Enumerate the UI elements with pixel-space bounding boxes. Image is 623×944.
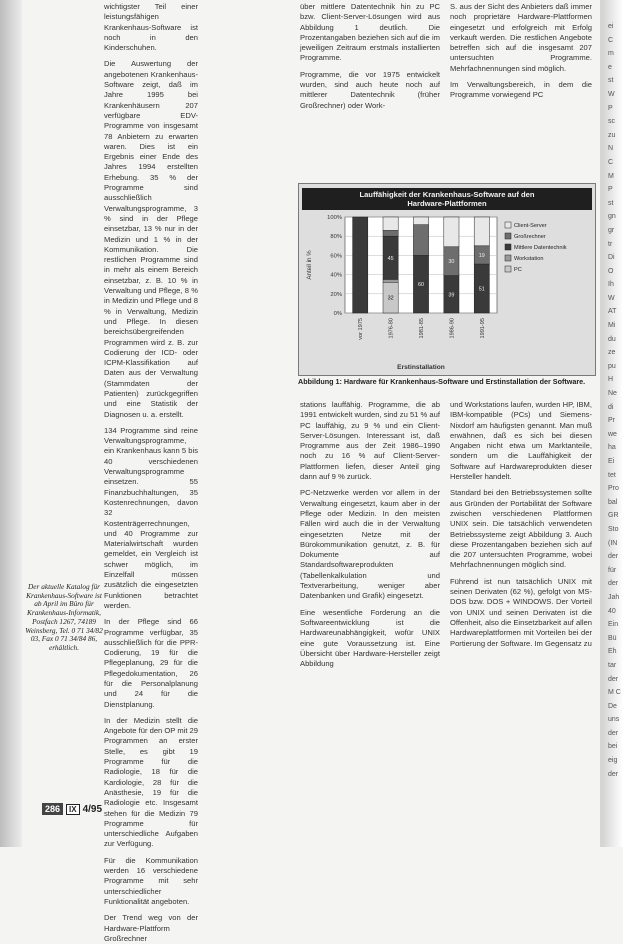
paragraph: Für die Kommunikation werden 16 verschiedene Programme mit sehr unterschiedlicher Funktionalität angeboten. bbox=[104, 855, 198, 906]
bar-segment bbox=[353, 217, 368, 313]
edge-fragment: GR bbox=[608, 512, 619, 520]
edge-fragment: 40 bbox=[608, 607, 616, 615]
paragraph: Im Verwaltungsbereich, in dem die Programme vorwiegend PC bbox=[450, 80, 592, 100]
edge-fragment: W bbox=[608, 90, 615, 98]
edge-fragment: tr bbox=[608, 240, 613, 248]
legend-entry: PC bbox=[514, 267, 522, 273]
legend-swatch bbox=[505, 244, 511, 250]
edge-fragment: Pro bbox=[608, 485, 619, 493]
edge-fragment: P bbox=[608, 104, 613, 112]
text-column-2-bottom bbox=[300, 400, 440, 800]
edge-fragment: pu bbox=[608, 362, 616, 370]
x-tick-label: 1981-85 bbox=[419, 318, 425, 339]
edge-fragment: uns bbox=[608, 716, 620, 724]
legend-entry: Mittlere Datentechnik bbox=[514, 245, 567, 251]
edge-fragment: st bbox=[608, 77, 614, 85]
edge-fragment: AT bbox=[608, 308, 617, 316]
edge-fragment: we bbox=[608, 430, 617, 438]
page-number: 286 bbox=[42, 803, 63, 815]
data-label: 32 bbox=[387, 295, 394, 302]
paragraph: Programme, die vor 1975 entwickelt wurden, sind auch heute noch auf mittlerer Datentechnik (früher Großrechner) oder Work- bbox=[300, 69, 440, 110]
edge-fragment: gr bbox=[608, 226, 615, 234]
edge-fragment: C bbox=[608, 158, 614, 166]
edge-fragment: m bbox=[608, 50, 614, 58]
edge-fragment: Jah bbox=[608, 593, 620, 601]
paragraph: Führend ist nun tatsächlich UNIX mit seinen Derivaten (62 %), gefolgt von MS-DOS bzw. DOS + WINDOWS. Der Vorteil von UNIX und seinen Derivaten ist die Offenheit, also die Einsetzbarkeit auf allen Hardwareplattformen mit Vorteilen bei der Portierung der Software. Im Gegensatz zu bbox=[450, 576, 592, 648]
edge-fragment: N bbox=[608, 145, 614, 153]
bar-segment bbox=[383, 230, 398, 236]
bar-segment bbox=[413, 217, 428, 225]
paragraph: S. aus der Sicht des Anbieters daß immer noch proprietäre Hardware-Plattformen eingesetzt und erfolgreich mit Erfolg verkauft werden. Die restlichen Angebote betreffen sich auf die insgesamt 207 untersuchten Programme. Mehrfachnennungen sind möglich. bbox=[450, 2, 592, 73]
page-shadow-left bbox=[0, 0, 22, 847]
edge-fragment: für bbox=[608, 566, 617, 574]
bar-segment bbox=[383, 217, 398, 230]
bar-segment bbox=[383, 279, 398, 282]
edge-fragment: bal bbox=[608, 498, 618, 506]
data-label: 45 bbox=[387, 255, 394, 262]
y-axis-label: Anteil in % bbox=[306, 250, 313, 280]
x-tick-label: 1976-80 bbox=[388, 318, 395, 339]
edge-fragment: (IN bbox=[608, 539, 618, 547]
edge-fragment: tar bbox=[608, 661, 617, 669]
edge-fragment: Eh bbox=[608, 648, 617, 656]
edge-fragment: eig bbox=[608, 757, 618, 765]
y-tick-label: 20% bbox=[330, 291, 342, 298]
edge-fragment: Ein bbox=[608, 621, 619, 629]
edge-fragment: zu bbox=[608, 131, 616, 139]
legend-entry: Workstation bbox=[514, 256, 544, 262]
sidebar-note: Der aktuelle Katalog für Krankenhaus-Software ist ab April im Büro für Krankenhaus-Informatik, Postfach 1267, 74189 Weinsberg, Tel. 0 71 34/82 03, Fax 0 71 34/84 86, erhältlich. bbox=[25, 582, 103, 652]
data-label: 51 bbox=[478, 286, 485, 293]
edge-fragment: st bbox=[608, 199, 614, 207]
figure-caption: Abbildung 1: Hardware für Krankenhaus-Software und Erstinstallation der Software. bbox=[298, 377, 586, 386]
edge-fragment: Di bbox=[608, 254, 615, 262]
edge-fragment: du bbox=[608, 335, 616, 343]
stacked-bar-chart bbox=[298, 183, 596, 376]
y-tick-label: 40% bbox=[330, 272, 342, 279]
paragraph: und Workstations laufen, wurden HP, IBM, IBM-kompatible (PCs) und Siemens-Nixdorf am häufigsten genannt. Man muß erwähnen, daß es sich bei diesen Angaben nicht etwa um Marktanteile, sondern um die Lauffähigkeit der Software auf Hardwareprodukten dieser Hersteller handelt. bbox=[450, 400, 592, 482]
x-tick-label: 1991-95 bbox=[479, 318, 486, 339]
data-label: 30 bbox=[448, 259, 455, 266]
edge-fragment: ha bbox=[608, 444, 616, 452]
legend-swatch bbox=[505, 222, 511, 228]
paragraph: Der Trend weg von der Hardware-Plattform Großrechner bbox=[104, 913, 198, 943]
edge-fragment: P bbox=[608, 186, 613, 194]
edge-fragment: ei bbox=[608, 23, 614, 30]
text-column-3-top bbox=[450, 2, 592, 172]
edge-fragment: W bbox=[608, 294, 615, 302]
x-tick-label: vor 1975 bbox=[358, 318, 365, 340]
x-axis-label: Erstinstallation bbox=[397, 364, 445, 371]
data-label: 39 bbox=[448, 292, 455, 299]
edge-fragment: gn bbox=[608, 213, 616, 221]
x-tick-label: 1986-90 bbox=[449, 318, 456, 339]
data-label: 19 bbox=[478, 252, 485, 259]
edge-fragment: der bbox=[608, 580, 619, 588]
edge-fragment: e bbox=[608, 63, 612, 71]
bar-segment bbox=[474, 217, 489, 246]
edge-fragment: Ih bbox=[608, 281, 614, 289]
text-column-2-top bbox=[300, 2, 440, 172]
paragraph: 134 Programme sind reine Verwaltungsprogramme, ein Krankenhaus kann 5 bis 40 verschiedenen Verwaltungsprogramme einsetzen. 55 Finanzbuchhaltungen, 35 Kostenrechnungen, davon 32 Kostenträgerrechnungen, und 40 Programme zur Materialwirtschaft wurden gemeldet, ein Vergleich ist schwer möglich, im Einzelfall müssen zusätzlich die eingesetzten Funktionen betrachtet werden. bbox=[104, 425, 198, 610]
edge-fragment: di bbox=[608, 403, 614, 411]
edge-fragment: Pr bbox=[608, 417, 615, 425]
edge-fragment: Sto bbox=[608, 525, 619, 533]
edge-fragment: H bbox=[608, 376, 614, 384]
next-page-text-fragments bbox=[608, 20, 622, 781]
edge-fragment: C bbox=[608, 36, 614, 44]
bar-segment bbox=[413, 225, 428, 256]
edge-fragment: Mi bbox=[608, 322, 616, 330]
edge-fragment: ze bbox=[608, 349, 616, 357]
edge-fragment: tet bbox=[608, 471, 616, 479]
edge-fragment: Ei bbox=[608, 458, 615, 465]
paragraph: In der Pflege sind 66 Programme verfügbar, 35 ausschließlich für die PPR-Codierung, 19 für die Pflegeplanung, 29 für die Pflegedokumentation, 26 für die Personalplanung und 24 für die Dienstplanung. bbox=[104, 617, 198, 709]
page-footer bbox=[42, 803, 102, 815]
y-tick-label: 100% bbox=[327, 215, 342, 221]
edge-fragment: der bbox=[608, 729, 619, 737]
bar-segment bbox=[444, 217, 459, 247]
edge-fragment: M C bbox=[608, 689, 621, 697]
paragraph: In der Medizin stellt die Angebote für den OP mit 29 Programmen an erster Stelle, es gibt 19 Programme für die Radiologie, 18 für die Kardiologie, 28 für die Anästhesie, 19 für die Radiologie etc. Insgesamt stehen für die Medizin 79 Programme für unterschiedliche Aufgaben zur Verfügung. bbox=[104, 715, 198, 849]
edge-fragment: M bbox=[608, 172, 614, 180]
paragraph: PC-Netzwerke werden vor allem in der Verwaltung eingesetzt, kaum aber in der Pflege oder Medizin. In den meisten Fällen wird auch die in der Verwaltung eingesetzten Netze mit der Bürokommunikation genutzt, z. B. für Dokumente auf Standardsoftwareprodukten (Tabellenkalkulation und Textverarbeitung, weniger aber Datenbanken und Grafik) eingesetzt. bbox=[300, 488, 440, 601]
edge-fragment: Ne bbox=[608, 390, 617, 398]
paragraph: Standard bei den Betriebssystemen sollte aus Gründen der Portabilität der Software zwischen verschiedenen Plattformen UNIX sein. Die tatsächlich verwendeten Betriebssysteme zeigt Abbildung 3. Auch diese Prozentangaben beziehen sich auf die 207 untersuchten Programme, wobei Mehrfachnennungen möglich sind. bbox=[450, 488, 592, 570]
text-column-3-bottom bbox=[450, 400, 592, 800]
paragraph: Die Auswertung der angebotenen Krankenhaus-Software zeigt, daß im Jahre 1995 bei Krankenhäusern 207 verfügbare EDV-Programme von insgesamt 78 Anbietern zu erwarten waren. Dies ist ein Ergebnis einer Ende des Jahres 1994 erstellten Erhebung. 35 % der Programme sind ausschließlich Verwaltungsprogramme, 3 % sind in der Pflege einsetzbar, 13 % nur in der Medizin und 1 % in der Kommunikation. Die restlichen Programme sind in mehr als einem Bereich einsetzbar, z. B. 10 % in Verwaltung und Pflege, 8 % in Medizin und Pflege und 8 % in Verwaltung, Medizin und Pflege. In diesen bereichsübergreifenden Programmen wird z. B. zur Codierung der ICD- oder ICPM-Klassifikation auf Daten aus der Verwaltung (Stammdaten der Patienten) zurückgegriffen und eine Statistik der Diagnosen u. a. erstellt. bbox=[104, 59, 198, 419]
edge-fragment: der bbox=[608, 770, 619, 778]
edge-fragment: Bü bbox=[608, 634, 617, 642]
y-tick-label: 0% bbox=[333, 311, 342, 317]
data-label: 60 bbox=[418, 282, 424, 289]
edge-fragment: der bbox=[608, 675, 619, 683]
chart-title-line-2: Hardware-Plattformen bbox=[407, 199, 487, 208]
legend-swatch bbox=[505, 255, 511, 261]
edge-fragment: O bbox=[608, 267, 614, 275]
edge-fragment: sc bbox=[608, 118, 615, 126]
chart-title: Lauffähigkeit der Krankenhaus-Software auf den bbox=[359, 190, 535, 199]
legend-swatch bbox=[505, 266, 511, 272]
edge-fragment: bei bbox=[608, 743, 618, 751]
paragraph: über mittlere Datentechnik hin zu PC bzw. Client-Server-Lösungen wird aus Abbildung 1 deutlich. Die Prozentangaben beziehen sich auf die im jeweiligen Zeitraum erstmals installierten Programme. bbox=[300, 2, 440, 63]
legend-entry: Client-Server bbox=[514, 223, 547, 229]
edge-fragment: der bbox=[608, 553, 619, 561]
legend-entry: Großrechner bbox=[514, 234, 546, 240]
y-tick-label: 60% bbox=[330, 253, 342, 260]
edge-fragment: De bbox=[608, 702, 617, 710]
paragraph: Eine wesentliche Forderung an die Softwareentwicklung ist die Hardwareunabhängigkeit, wofür UNIX eine gute Voraussetzung ist. Eine Übersicht über Hardware-Hersteller zeigt Abbildung bbox=[300, 607, 440, 669]
legend-swatch bbox=[505, 233, 511, 239]
paragraph: stations lauffähig. Programme, die ab 1991 entwickelt wurden, sind zu 51 % auf PC lauffähig, zu 9 % und ein Client-Server-Lösungen. Interessant ist, daß Programme aus der Zeit 1986–1990 noch zu 16 % auf Client-Server-Plattformen liefen, dieser Anteil ging dann auf 9 % zurück. bbox=[300, 400, 440, 482]
y-tick-label: 80% bbox=[330, 234, 342, 241]
text-column-1 bbox=[104, 2, 198, 943]
paragraph: wichtigster Teil einer leistungsfähigen Krankenhaus-Software ist noch in den Kinderschuhen. bbox=[104, 2, 198, 53]
issue-number: 4/95 bbox=[82, 803, 103, 815]
magazine-logo: IX bbox=[66, 804, 80, 815]
